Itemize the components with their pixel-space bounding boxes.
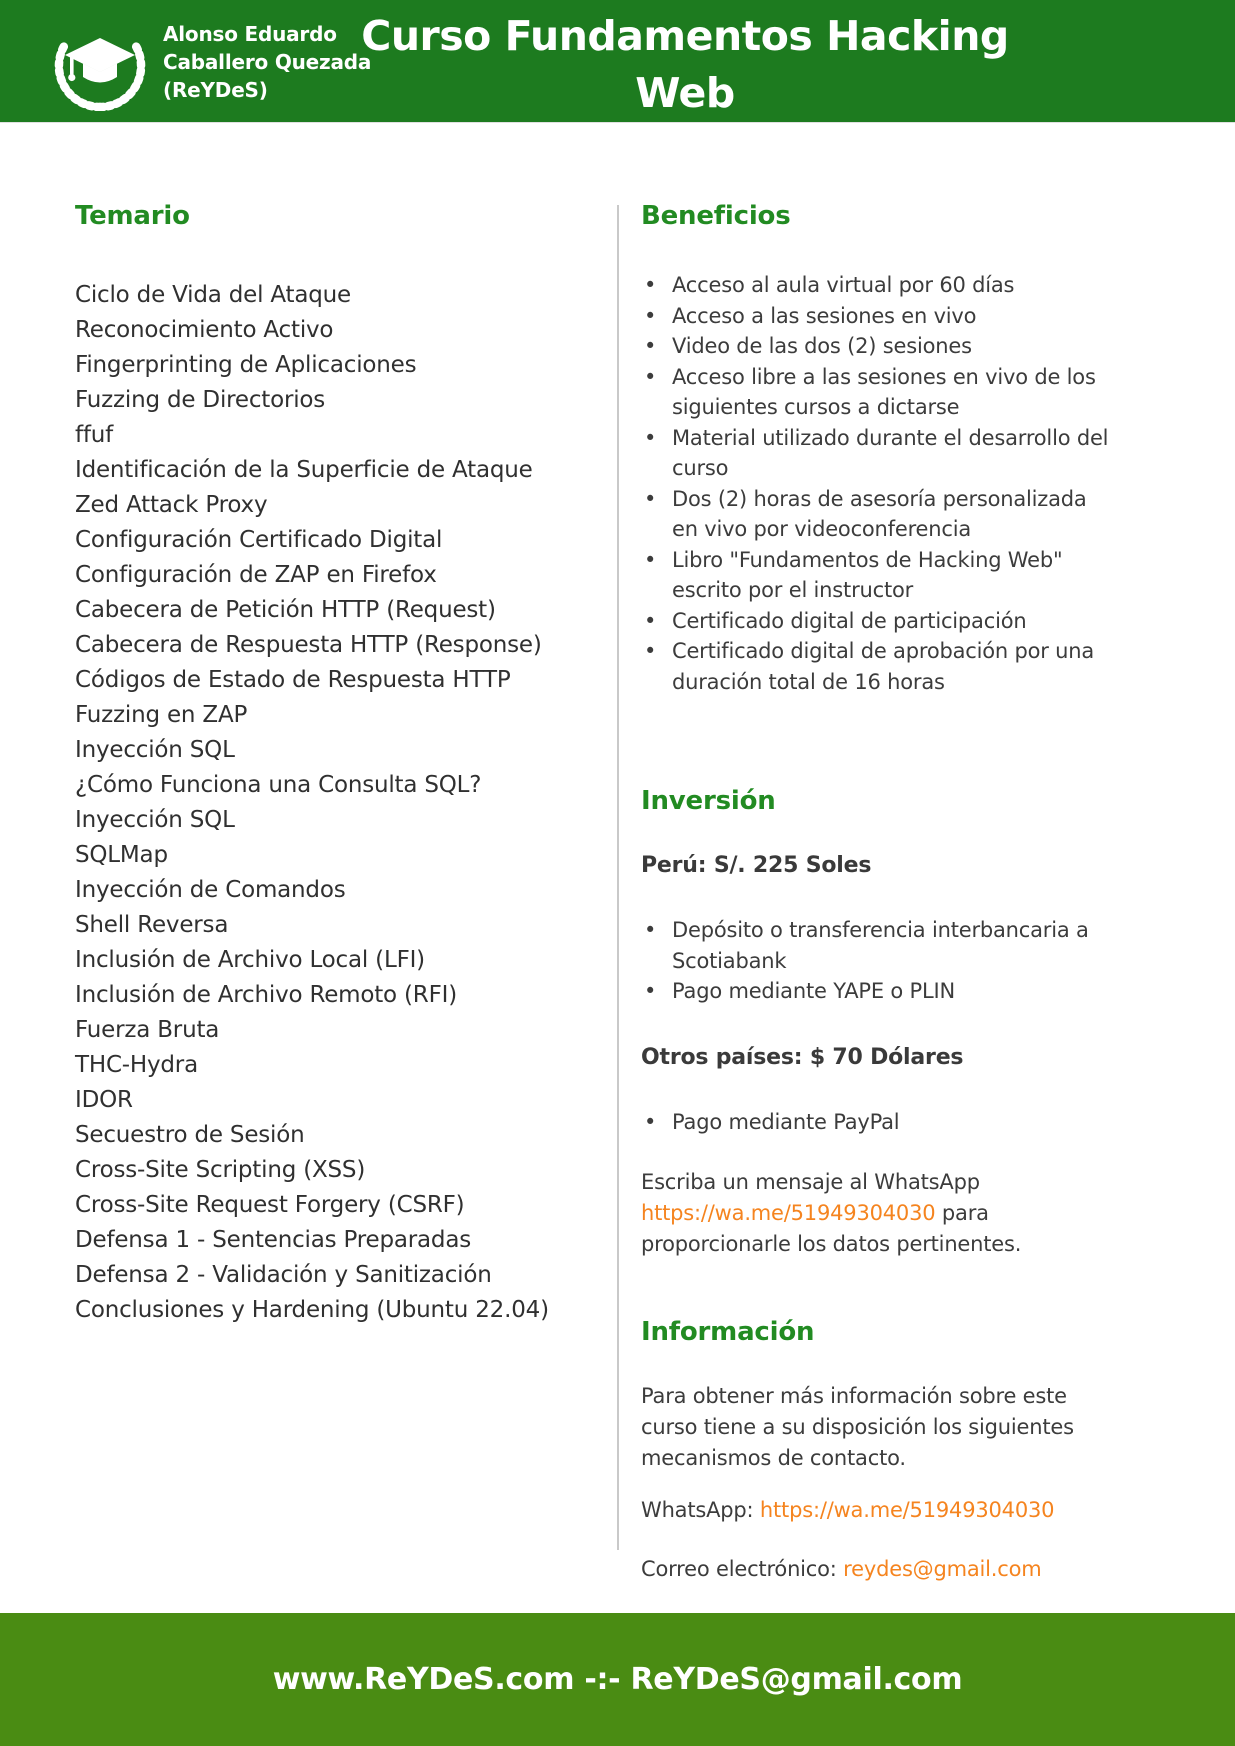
temario-item: Defensa 1 - Sentencias Preparadas bbox=[75, 1227, 472, 1253]
otros-payment-list bbox=[641, 1107, 1117, 1138]
temario-item: Cross-Site Scripting (XSS) bbox=[75, 1157, 366, 1183]
whatsapp-payment-note bbox=[641, 1167, 1117, 1260]
beneficio-item: • Acceso al aula virtual por 60 días bbox=[641, 270, 1117, 301]
footer-contact-text: www.ReYDeS.com -:- ReYDeS@gmail.com bbox=[272, 1662, 963, 1697]
temario-heading: Temario bbox=[75, 201, 190, 231]
informacion-paragraph: Para obtener más información sobre este curso tiene a su disposición los siguientes mecanismos de contacto. bbox=[641, 1384, 1074, 1470]
beneficio-item: • Material utilizado durante el desarrollo del curso bbox=[641, 423, 1117, 484]
whatsapp-label: WhatsApp: bbox=[641, 1498, 754, 1522]
beneficio-item: • Certificado digital de participación bbox=[641, 606, 1117, 637]
beneficio-item: • Dos (2) horas de asesoría personalizada en vivo por videoconferencia bbox=[641, 484, 1117, 545]
payment-option-item: • Pago mediante PayPal bbox=[641, 1107, 1117, 1138]
temario-item: Defensa 2 - Validación y Sanitización bbox=[75, 1262, 492, 1288]
temario-item: Fuzzing de Directorios bbox=[75, 387, 326, 413]
beneficio-item: • Acceso libre a las sesiones en vivo de los siguientes cursos a dictarse bbox=[641, 362, 1117, 423]
informacion-heading: Información bbox=[641, 1317, 815, 1347]
footer-banner bbox=[0, 1613, 1235, 1746]
temario-item: Shell Reversa bbox=[75, 912, 229, 938]
temario-list bbox=[75, 278, 555, 1328]
page-title-line1: Curso Fundamentos Hacking Web bbox=[361, 12, 1009, 117]
page-title-line2: 2026 bbox=[628, 126, 742, 174]
temario-item: ffuf bbox=[75, 422, 114, 448]
graduation-cap-laurel-logo bbox=[50, 11, 150, 111]
whatsapp-link[interactable]: https://wa.me/51949304030 bbox=[641, 1201, 936, 1225]
temario-item: Códigos de Estado de Respuesta HTTP bbox=[75, 667, 511, 693]
temario-item: Fuzzing en ZAP bbox=[75, 702, 248, 728]
temario-item: Secuestro de Sesión bbox=[75, 1122, 305, 1148]
temario-item: SQLMap bbox=[75, 842, 168, 868]
header-banner bbox=[0, 0, 1235, 174]
author-line: Caballero Quezada bbox=[163, 50, 372, 74]
temario-item: Inclusión de Archivo Remoto (RFI) bbox=[75, 982, 457, 1008]
email-contact-link[interactable]: reydes@gmail.com bbox=[843, 1557, 1042, 1581]
whatsapp-contact-link[interactable]: https://wa.me/51949304030 bbox=[759, 1498, 1055, 1522]
temario-item: Configuración Certificado Digital bbox=[75, 527, 443, 553]
temario-item: Inyección SQL bbox=[75, 807, 235, 833]
payment-option-item: • Depósito o transferencia interbancaria a Scotiabank bbox=[641, 915, 1117, 976]
temario-item: Fingerprinting de Aplicaciones bbox=[75, 352, 417, 378]
temario-item: Cabecera de Petición HTTP (Request) bbox=[75, 597, 496, 623]
beneficios-list bbox=[641, 270, 1117, 697]
temario-section bbox=[75, 200, 555, 1328]
temario-item: THC-Hydra bbox=[75, 1052, 198, 1078]
peru-payment-list bbox=[641, 915, 1117, 1007]
email-contact-line bbox=[641, 1554, 1117, 1584]
inversion-heading: Inversión bbox=[641, 786, 776, 816]
beneficio-item: • Acceso a las sesiones en vivo bbox=[641, 301, 1117, 332]
peru-price-label: Perú: S/. 225 Soles bbox=[641, 853, 872, 878]
payment-option-item: • Pago mediante YAPE o PLIN bbox=[641, 976, 1117, 1007]
temario-item: Ciclo de Vida del Ataque bbox=[75, 282, 351, 308]
beneficio-item: • Certificado digital de aprobación por una duración total de 16 horas bbox=[641, 636, 1117, 697]
page-title bbox=[320, 8, 1050, 179]
temario-item: Zed Attack Proxy bbox=[75, 492, 268, 518]
temario-item: Reconocimiento Activo bbox=[75, 317, 334, 343]
temario-item: Fuerza Bruta bbox=[75, 1017, 220, 1043]
beneficio-item: • Video de las dos (2) sesiones bbox=[641, 331, 1117, 362]
author-alias: (ReYDeS) bbox=[163, 78, 268, 102]
whatsapp-contact-line bbox=[641, 1495, 1117, 1525]
temario-item: IDOR bbox=[75, 1087, 133, 1113]
beneficio-item: • Libro "Fundamentos de Hacking Web" escrito por el instructor bbox=[641, 545, 1117, 606]
email-label: Correo electrónico: bbox=[641, 1557, 837, 1581]
temario-item: Configuración de ZAP en Firefox bbox=[75, 562, 437, 588]
temario-item: ¿Cómo Funciona una Consulta SQL? bbox=[75, 772, 482, 798]
details-column bbox=[641, 200, 1117, 1584]
note-text-post: para proporcionarle los datos pertinentes. bbox=[641, 1201, 1022, 1256]
temario-item: Inyección de Comandos bbox=[75, 877, 346, 903]
temario-item: Conclusiones y Hardening (Ubuntu 22.04) bbox=[75, 1297, 549, 1323]
temario-item: Cabecera de Respuesta HTTP (Response) bbox=[75, 632, 542, 658]
note-text-pre: Escriba un mensaje al WhatsApp bbox=[641, 1170, 980, 1194]
author-line: Alonso Eduardo bbox=[163, 22, 337, 46]
column-divider bbox=[617, 205, 619, 1550]
temario-item: Cross-Site Request Forgery (CSRF) bbox=[75, 1192, 465, 1218]
temario-item: Inclusión de Archivo Local (LFI) bbox=[75, 947, 425, 973]
beneficios-heading: Beneficios bbox=[641, 201, 791, 231]
otros-paises-price-label: Otros países: $ 70 Dólares bbox=[641, 1044, 964, 1070]
temario-item: Identificación de la Superficie de Ataque bbox=[75, 457, 533, 483]
temario-item: Inyección SQL bbox=[75, 737, 235, 763]
